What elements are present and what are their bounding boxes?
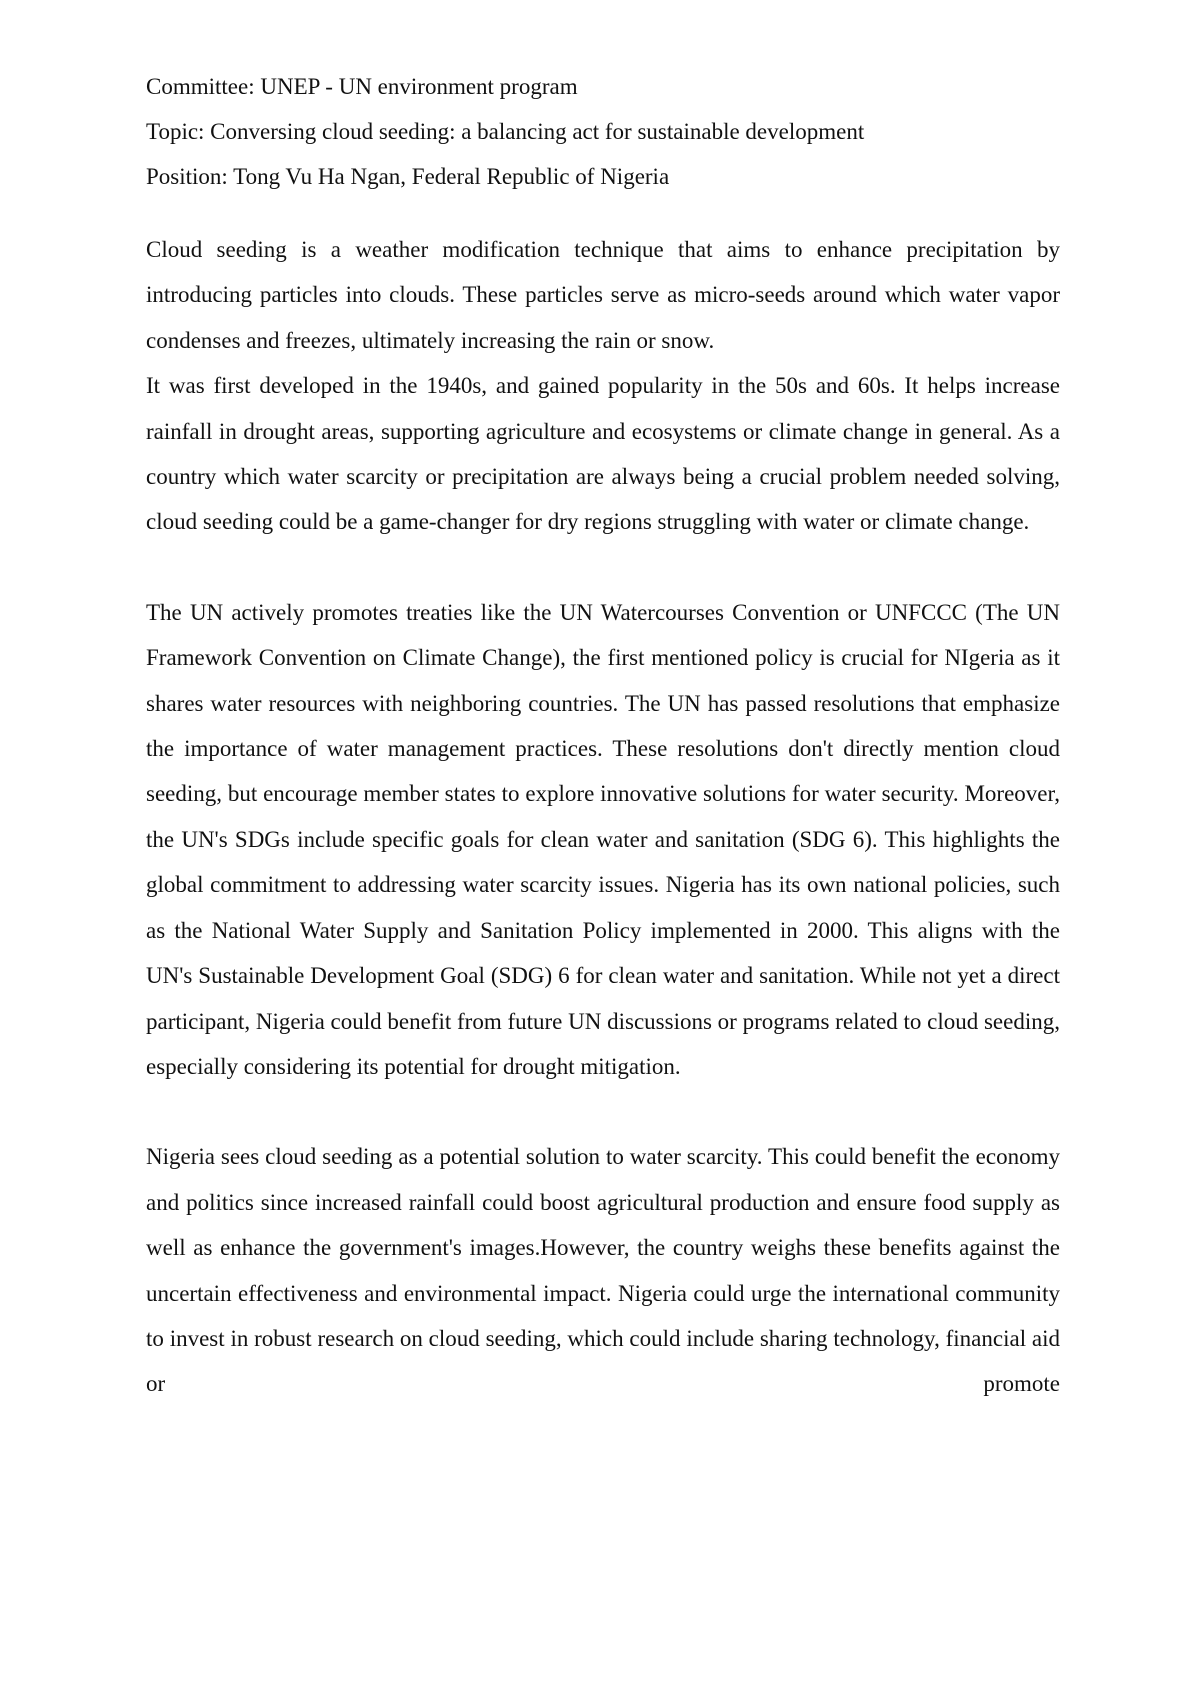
position-line: Position: Tong Vu Ha Ngan, Federal Republic of Nigeria xyxy=(146,164,670,189)
paragraph-cloud-seeding-history: It was first developed in the 1940s, and gained popularity in the 50s and 60s. It helps increase rainfall in drought areas, supporting agriculture and ecosystems or climate change in general. As a country which water scarcity or precipitation are always being a crucial problem needed solving, cloud seeding could be a game-changer for dry regions struggling with water or climate change. xyxy=(146,373,1060,535)
paragraph-un-policies: The UN actively promotes treaties like the UN Watercourses Convention or UNFCCC (The UN Framework Convention on Climate Change), the first mentioned policy is crucial for NIgeria as it shares water resources with neighboring countries. The UN has passed resolutions that emphasize the importance of water management practices. These resolutions don't directly mention cloud seeding, but encourage member states to explore innovative solutions for water security. Moreover, the UN's SDGs include specific goals for clean water and sanitation (SDG 6). This highlights the global commitment to addressing water scarcity issues. Nigeria has its own national policies, such as the National Water Supply and Sanitation Policy implemented in 2000. This aligns with the UN's Sustainable Development Goal (SDG) 6 for clean water and sanitation. While not yet a direct participant, Nigeria could benefit from future UN discussions or programs related to cloud seeding, especially considering its potential for drought mitigation. xyxy=(146,599,1060,1079)
topic-line: Topic: Conversing cloud seeding: a balancing act for sustainable development xyxy=(146,119,865,144)
paragraph-cloud-seeding-definition: Cloud seeding is a weather modification technique that aims to enhance precipitation by introducing particles into clouds. These particles serve as micro-seeds around which water vapor condenses and freezes, ultimately increasing the rain or snow. xyxy=(146,237,1060,353)
paragraph-gap xyxy=(146,545,1060,590)
document-page xyxy=(146,64,1060,1407)
document-header xyxy=(146,64,1060,199)
committee-line: Committee: UNEP - UN environment program xyxy=(146,74,578,99)
paragraph-nigeria-position: Nigeria sees cloud seeding as a potential solution to water scarcity. This could benefit the economy and politics since increased rainfall could boost agricultural production and ensure food supply as well as enhance the government's images.However, the country weighs these benefits against the uncertain effectiveness and environmental impact. Nigeria could urge the international community to invest in robust research on cloud seeding, which could include sharing technology, financial aid or promote xyxy=(146,1144,1060,1397)
paragraph-gap xyxy=(146,1089,1060,1134)
